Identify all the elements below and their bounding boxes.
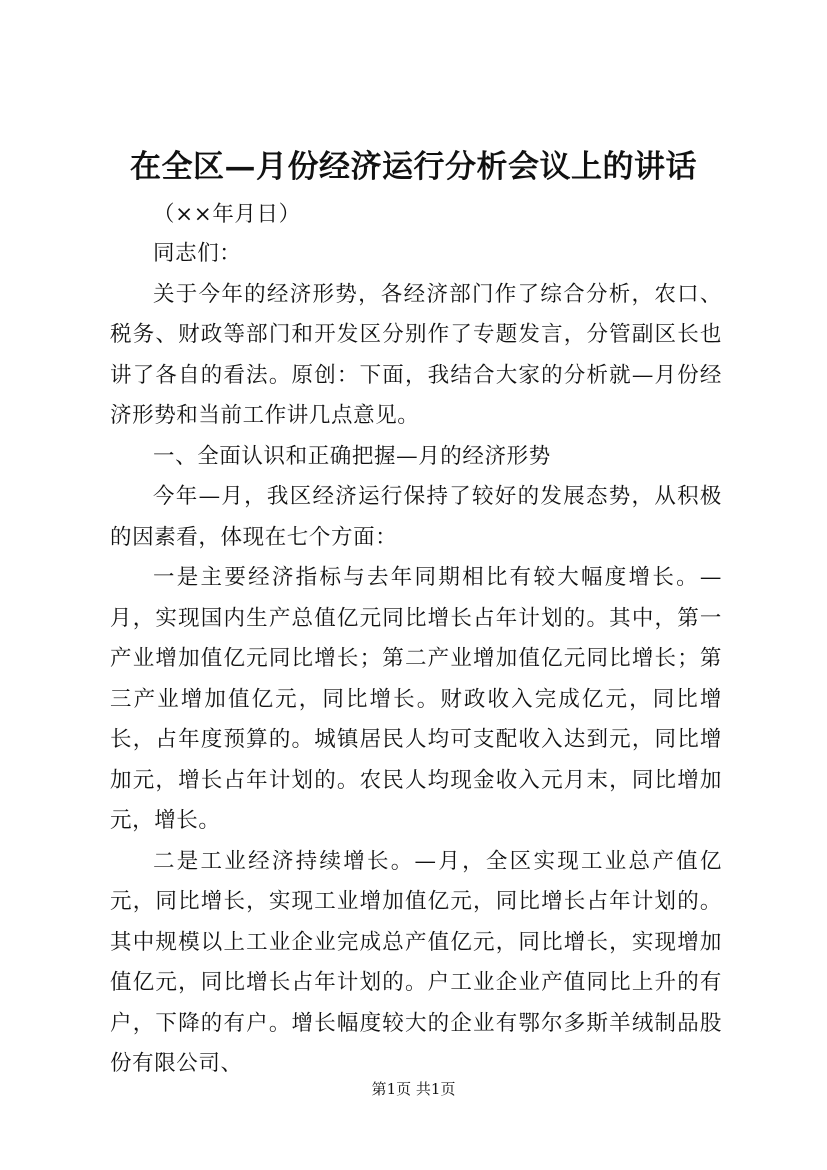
page-footer <box>0 1079 827 1099</box>
footer-page-mid: 页 共 <box>396 1080 431 1098</box>
footer-page-suffix: 页 <box>440 1080 456 1098</box>
document-title: 在全区—月份经济运行分析会议上的讲话 <box>130 149 697 185</box>
document-body <box>110 196 722 1085</box>
date-line: （××年月日） <box>153 202 301 227</box>
footer-page-number: 1 <box>386 1080 397 1098</box>
salutation: 同志们： <box>153 241 242 266</box>
body-paragraph: 关于今年的经济形势，各经济部门作了综合分析，农口、税务、财政等部门和开发区分别作了专题发言，分管副区长也讲了各自的看法。原创：下面，我结合大家的分析就—月份经济形势和当前工作讲几点意见。 <box>110 281 722 428</box>
footer-total-pages: 1 <box>430 1080 441 1098</box>
body-paragraph: 二是工业经济持续增长。—月，全区实现工业总产值亿元，同比增长，实现工业增加值亿元，同比增长占年计划的。其中规模以上工业企业完成总产值亿元，同比增长，实现增加值亿元，同比增长占年计划的。户工业企业产值同比上升的有户，下降的有户。增长幅度较大的企业有鄂尔多斯羊绒制品股份有限公司、 <box>110 848 722 1076</box>
body-paragraph: 今年—月，我区经济运行保持了较好的发展态势，从积极的因素看，体现在七个方面： <box>110 484 722 550</box>
footer-page-prefix: 第 <box>371 1080 387 1098</box>
section-heading: 一、全面认识和正确把握—月的经济形势 <box>153 443 551 469</box>
body-paragraph: 一是主要经济指标与去年同期相比有较大幅度增长。—月，实现国内生产总值亿元同比增长占年计划的。其中，第一产业增加值亿元同比增长；第二产业增加值亿元同比增长；第三产业增加值亿元，同比增长。财政收入完成亿元，同比增长，占年度预算的。城镇居民人均可支配收入达到元，同比增加元，增长占年计划的。农民人均现金收入元月末，同比增加元，增长。 <box>110 565 722 833</box>
